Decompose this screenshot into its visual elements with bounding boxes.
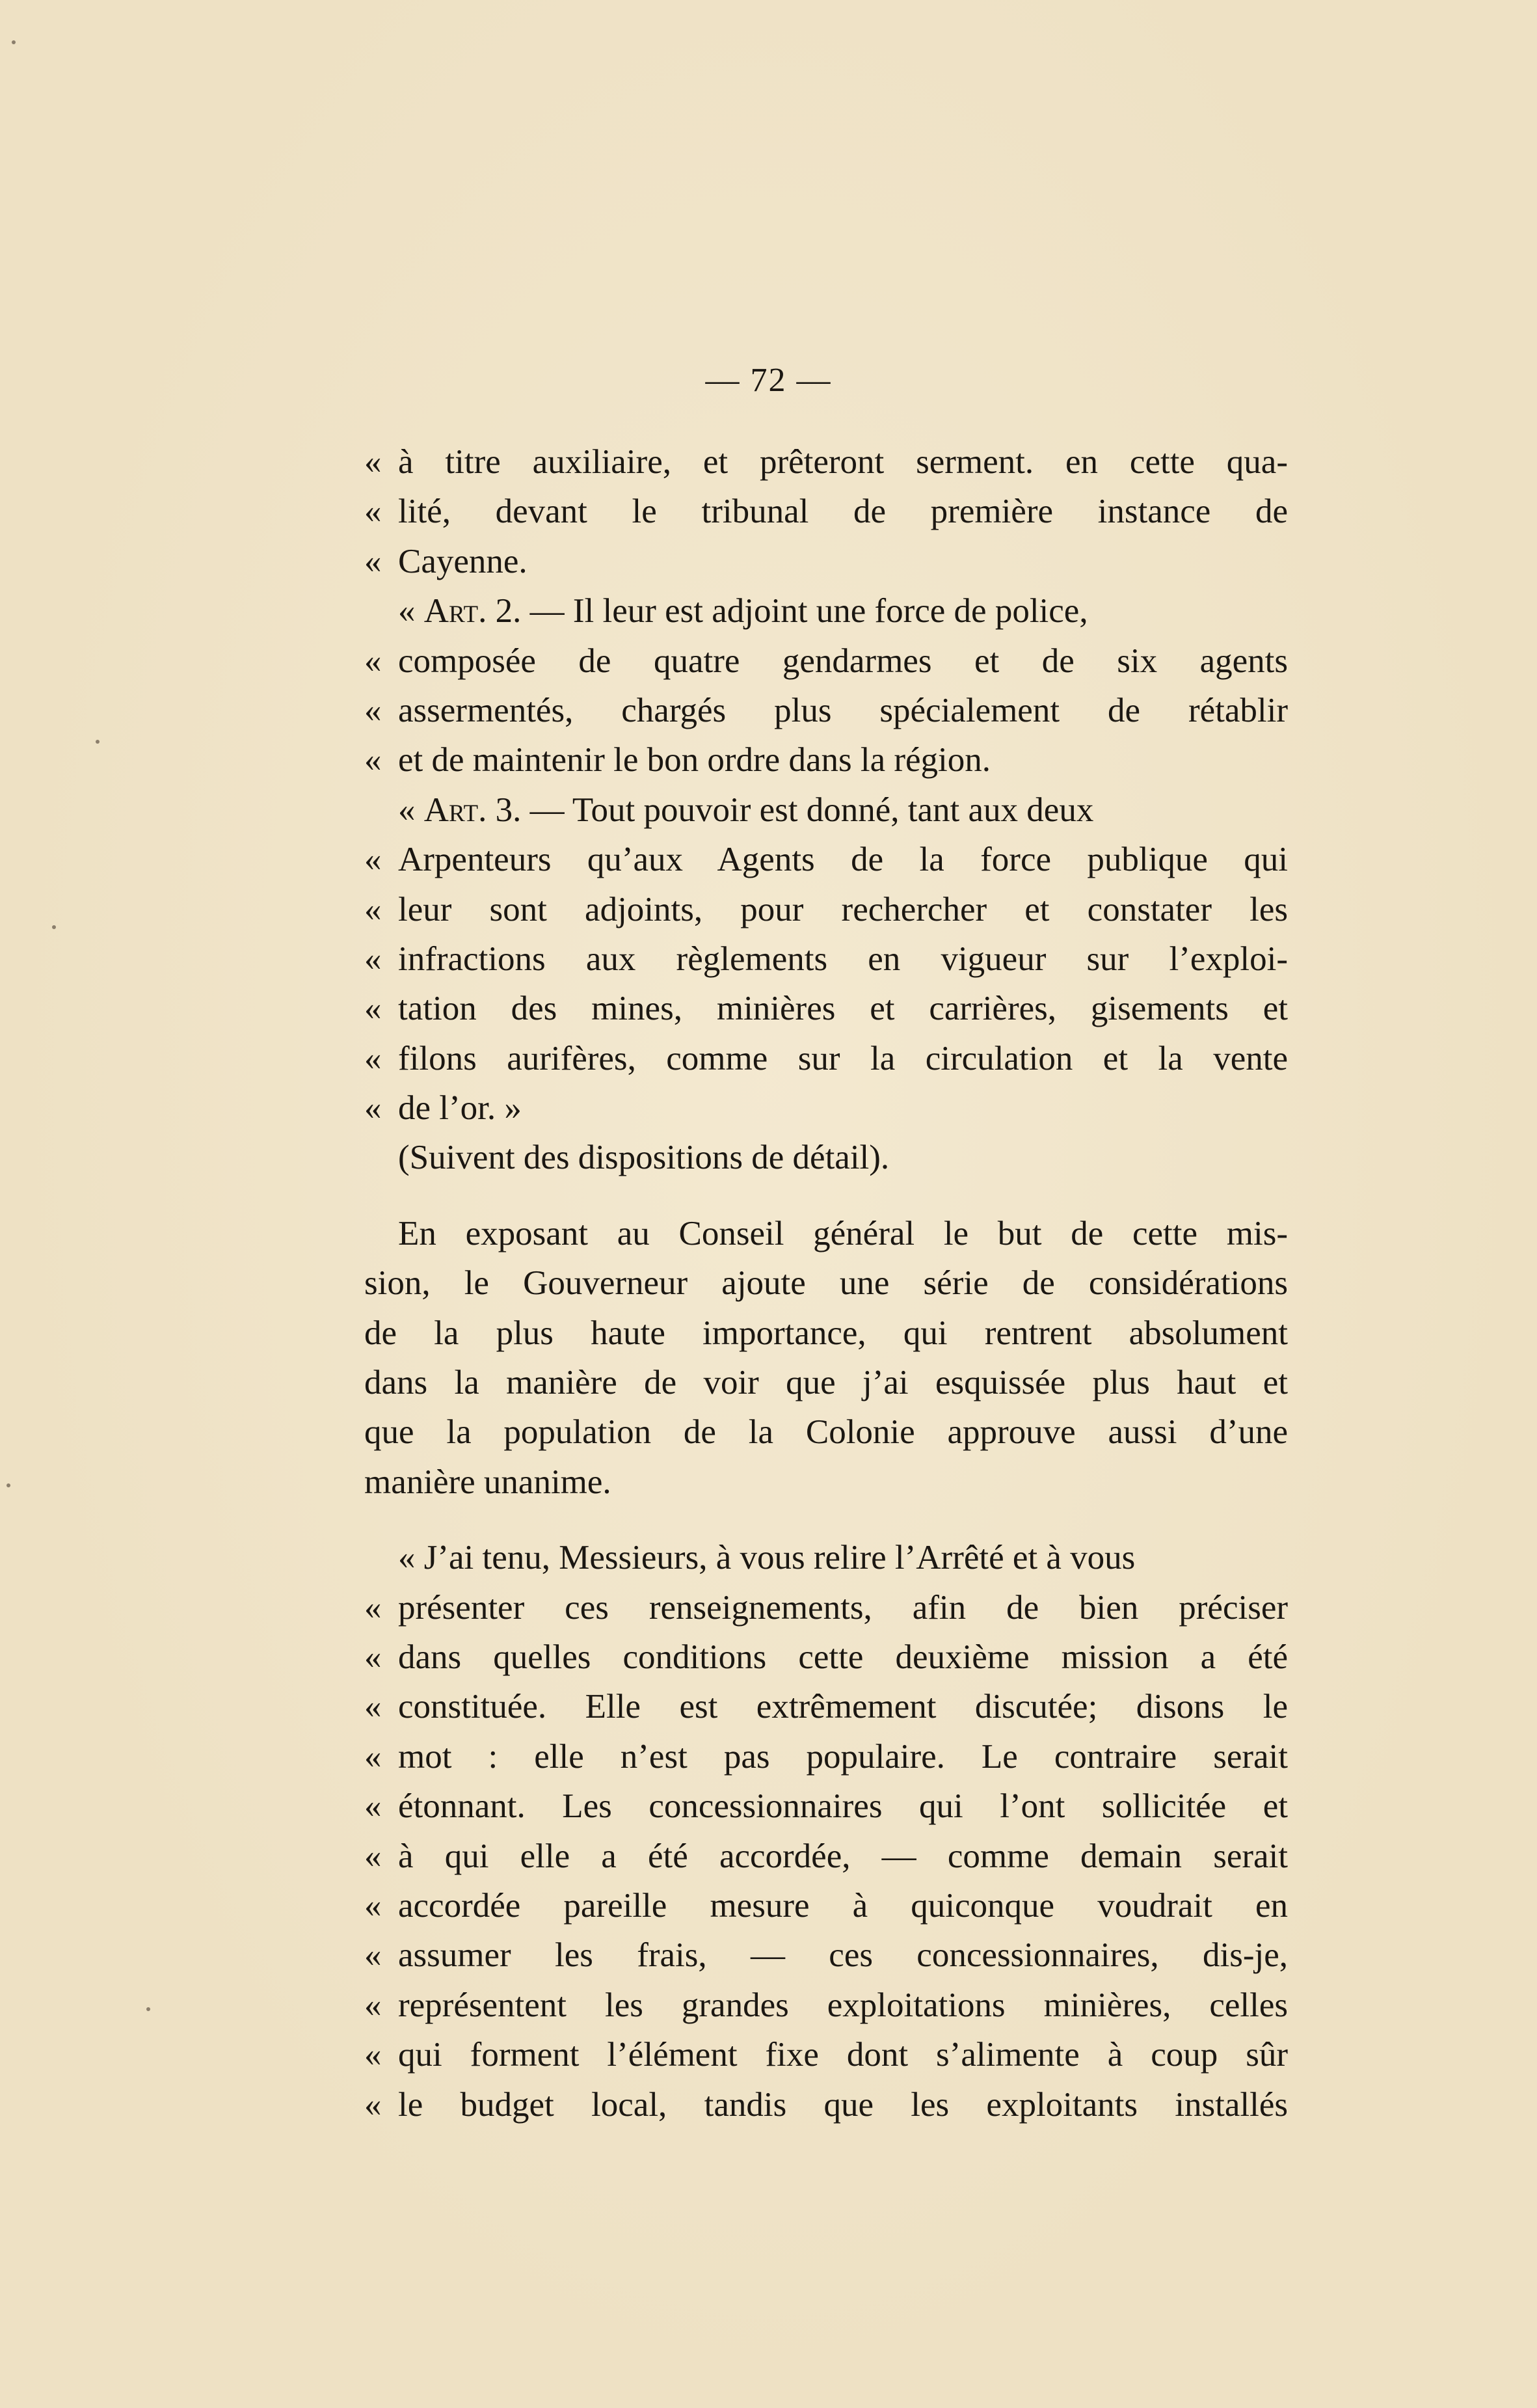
line-text: étonnant. Les concessionnaires qui l’ont sollicitée et [398, 1787, 1288, 1826]
line-text: lité, devant le tribunal de première instance de [398, 493, 1288, 531]
text-line [364, 1308, 1288, 1358]
text-line [364, 785, 1288, 835]
quote-mark: « [364, 1588, 382, 1627]
text-line [364, 835, 1288, 884]
quote-mark: « [364, 841, 382, 879]
line-text: de la plus haute importance, qui rentrent absolument [364, 1314, 1288, 1352]
text-line [364, 1781, 1288, 1831]
text-line [364, 1034, 1288, 1083]
line-text: et de maintenir le bon ordre dans la région. [398, 741, 991, 779]
text-line [364, 537, 1288, 586]
line-text: dans quelles conditions cette deuxième mission a été [398, 1638, 1288, 1676]
paper-speck [52, 925, 56, 929]
quote-mark: « [398, 791, 416, 829]
quote-mark: « [364, 1638, 382, 1676]
text-line [364, 1732, 1288, 1781]
quote-mark: « [398, 1539, 416, 1577]
text-line [364, 586, 1288, 636]
text-line [364, 1981, 1288, 2030]
quote-mark: « [364, 1986, 382, 2024]
text-line [364, 487, 1288, 536]
text-line [364, 735, 1288, 785]
quote-mark: « [364, 1737, 382, 1776]
quote-mark: « [364, 1837, 382, 1875]
article-label: Art [423, 592, 479, 630]
paper-speck [7, 1483, 10, 1487]
text-line [364, 1881, 1288, 1930]
quote-mark: « [364, 741, 382, 779]
quote-mark: « [364, 940, 382, 978]
line-text: (Suivent des dispositions de détail). [398, 1139, 890, 1177]
quote-mark: « [364, 2036, 382, 2074]
quote-mark: « [364, 890, 382, 928]
quote-mark: « [364, 1886, 382, 1925]
line-text: constituée. Elle est extrêmement discutée; disons le [398, 1688, 1288, 1726]
line-text: assumer les frais, — ces concessionnaires, dis-je, [398, 1936, 1288, 1975]
line-text: à titre auxiliaire, et prêteront serment. en cette qua- [398, 443, 1288, 481]
line-text: . 3. — Tout pouvoir est donné, tant aux deux [478, 791, 1094, 829]
line-text: mot : elle n’est pas populaire. Le contraire serait [398, 1737, 1288, 1776]
line-text: qui forment l’élément fixe dont s’alimente à coup sûr [398, 2036, 1288, 2074]
line-text: composée de quatre gendarmes et de six agents [398, 642, 1288, 680]
body-text [364, 437, 1288, 2130]
article-label: Art [423, 791, 479, 829]
text-line [364, 885, 1288, 934]
quote-mark: « [364, 1688, 382, 1726]
line-text: dans la manière de voir que j’ai esquissée plus haut et [364, 1364, 1288, 1402]
line-text: tation des mines, minières et carrières, gisements et [398, 990, 1288, 1028]
quote-mark: « [364, 1039, 382, 1077]
text-line [364, 1209, 1288, 1258]
text-line [364, 1358, 1288, 1407]
line-text: J’ai tenu, Messieurs, à vous relire l’Arrêté et à vous [423, 1539, 1136, 1577]
line-text: représentent les grandes exploitations minières, celles [398, 1986, 1288, 2024]
line-text: manière unanime. [364, 1463, 611, 1501]
text-line [364, 1632, 1288, 1682]
text-line [364, 1258, 1288, 1308]
quote-mark: « [398, 592, 416, 630]
quote-mark: « [364, 990, 382, 1028]
text-line [364, 1930, 1288, 1980]
line-text: En exposant au Conseil général le but de cette mis- [398, 1214, 1288, 1252]
text-line [364, 1533, 1288, 1582]
line-text: Cayenne. [398, 542, 528, 580]
quote-mark: « [364, 1936, 382, 1975]
quote-mark: « [364, 1089, 382, 1128]
text-line [364, 1832, 1288, 1881]
text-line [364, 636, 1288, 686]
line-text: que la population de la Colonie approuve aussi d’une [364, 1413, 1288, 1452]
quote-mark: « [364, 443, 382, 481]
line-text: de l’or. » [398, 1089, 522, 1128]
text-line [364, 1407, 1288, 1457]
line-text: à qui elle a été accordée, — comme demain serait [398, 1837, 1288, 1875]
text-line [364, 437, 1288, 487]
line-text: le budget local, tandis que les exploitants installés [398, 2085, 1288, 2124]
line-text: . 2. — Il leur est adjoint une force de police, [478, 592, 1088, 630]
paper-speck [146, 2007, 150, 2011]
quote-mark: « [364, 542, 382, 580]
text-line [364, 1682, 1288, 1731]
line-text: infractions aux règlements en vigueur sur l’exploi- [398, 940, 1288, 978]
page-number: — 72 — [705, 362, 832, 399]
text-line [364, 686, 1288, 735]
line-text: Arpenteurs qu’aux Agents de la force publique qui [398, 841, 1288, 879]
paper-speck [96, 740, 100, 744]
text-line [364, 1583, 1288, 1632]
text-line [364, 2030, 1288, 2079]
text-line [364, 984, 1288, 1033]
line-text: sion, le Gouverneur ajoute une série de considérations [364, 1264, 1288, 1303]
quote-mark: « [364, 1787, 382, 1826]
quote-mark: « [364, 493, 382, 531]
quote-mark: « [364, 691, 382, 729]
text-line [364, 1083, 1288, 1133]
line-text: assermentés, chargés plus spécialement de rétablir [398, 691, 1288, 729]
quote-mark: « [364, 2085, 382, 2124]
line-text: filons aurifères, comme sur la circulation et la vente [398, 1039, 1288, 1077]
line-text: accordée pareille mesure à quiconque voudrait en [398, 1886, 1288, 1925]
text-line [364, 2080, 1288, 2130]
paper-speck [12, 40, 16, 44]
line-text: leur sont adjoints, pour rechercher et constater les [398, 890, 1288, 928]
text-line [364, 934, 1288, 984]
line-text: présenter ces renseignements, afin de bien préciser [398, 1588, 1288, 1627]
quote-mark: « [364, 642, 382, 680]
text-line [364, 1133, 1288, 1182]
text-line [364, 1457, 1288, 1507]
